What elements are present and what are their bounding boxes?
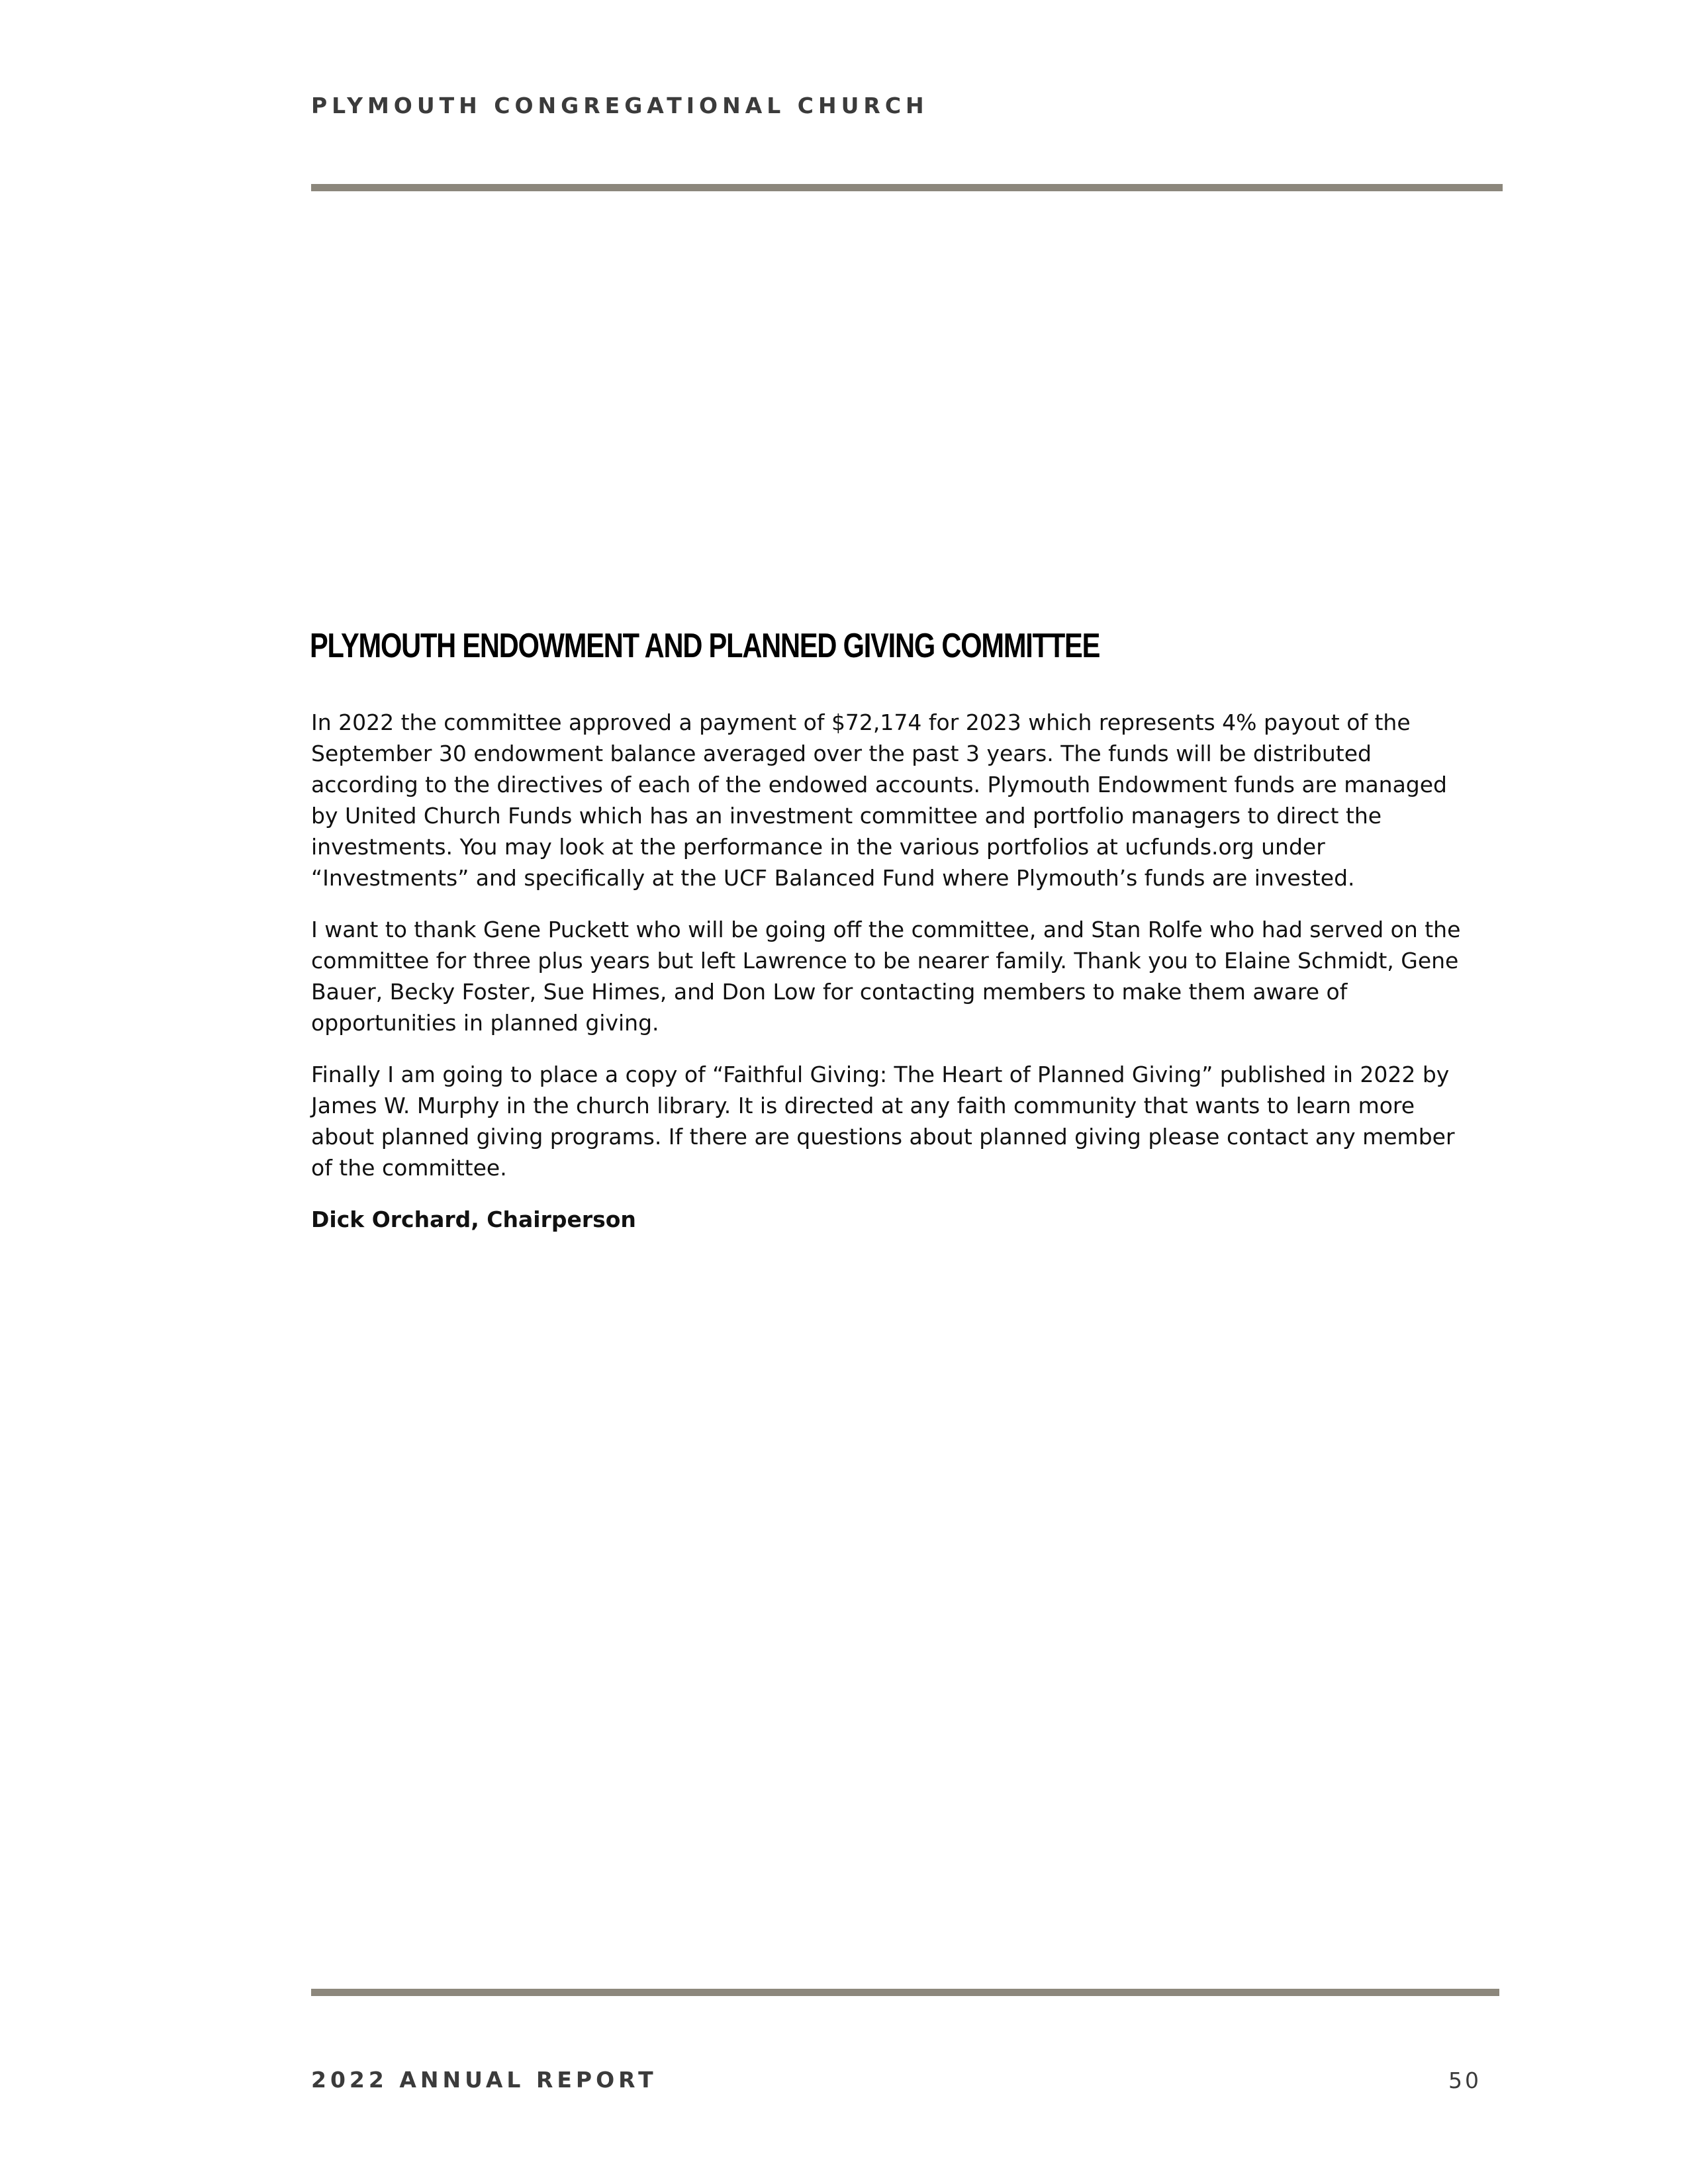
paragraph-library: Finally I am going to place a copy of “Faithful Giving: The Heart of Planned Giving” published in 2022 by James W. Murphy in the church library. It is directed at any faith community that wants to learn more about planned giving programs. If there are questions about planned giving please contact any member of the committee. (311, 1062, 1455, 1181)
section-body (311, 707, 1503, 1235)
paragraph-payment: In 2022 the committee approved a payment of $72,174 for 2023 which represents 4% payout of the September 30 endowment balance averaged over the past 3 years. The funds will be distributed according to the directives of each of the endowed accounts. Plymouth Endowment funds are managed by United Church Funds which has an investment committee and portfolio managers to direct the investments. You may look at the performance in the various portfolios at ucfunds.org under “Investments” and specifically at the UCF Balanced Fund where Plymouth’s funds are invested. (311, 709, 1447, 891)
signature: Dick Orchard, Chairperson (311, 1206, 636, 1232)
church-name-header: PLYMOUTH CONGREGATIONAL CHURCH (311, 93, 929, 118)
paragraph-thanks: I want to thank Gene Puckett who will be going off the committee, and Stan Rolfe who had served on the committee for three plus years but left Lawrence to be nearer family. Thank you to Elaine Schmidt, Gene Bauer, Becky Foster, Sue Himes, and Don Low for contacting members to make them aware of opportunities in planned giving. (311, 917, 1461, 1036)
bottom-divider (311, 1989, 1499, 1996)
top-divider (311, 184, 1503, 191)
footer-report-label: 2022 ANNUAL REPORT (311, 2067, 657, 2093)
page-number: 50 (1448, 2068, 1481, 2093)
section-title: PLYMOUTH ENDOWMENT AND PLANNED GIVING COMMITTEE (310, 627, 1100, 665)
